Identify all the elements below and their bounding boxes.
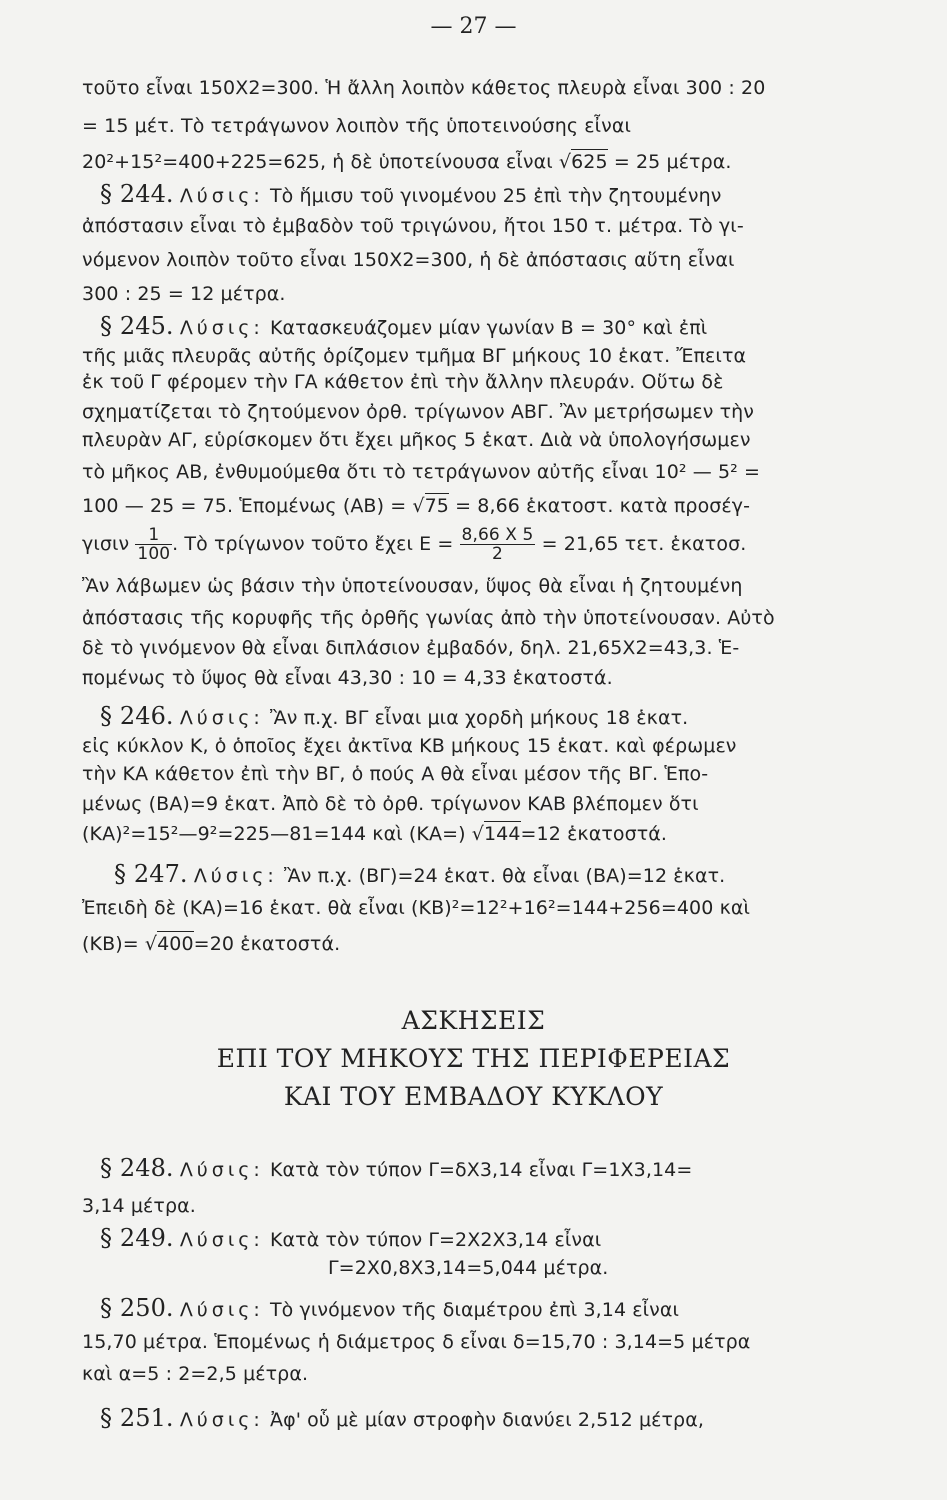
- text-line: [82, 524, 746, 564]
- text-line: τῆς μιᾶς πλευρᾶς αὐτῆς ὁρίζομεν τμῆμα ΒΓ μήκους 10 ἑκατ. Ἔπειτα: [82, 345, 747, 367]
- section-number: § 247.: [114, 860, 188, 888]
- text-segment: = 21,65 τετ. ἑκατοσ.: [541, 533, 747, 555]
- text-line: τοῦτο εἶναι 150Χ2=300. Ἡ ἄλλη λοιπὸν κάθετος πλευρὰ εἶναι 300 : 20: [82, 77, 766, 99]
- text-segment: Ἀφ' οὗ μὲ μίαν στροφὴν διανύει 2,512 μέτρα,: [269, 1409, 704, 1431]
- lusis-label: Λύσις:: [179, 1409, 264, 1431]
- radicand: 625: [571, 151, 608, 173]
- text-segment: = 25 μέτρα.: [613, 151, 732, 173]
- lusis-label: Λύσις:: [179, 1299, 264, 1321]
- text-line: [82, 822, 667, 846]
- section-249-line: [100, 1226, 601, 1252]
- text-segment: =12 ἑκατοστά.: [520, 823, 668, 845]
- section-248-line: [100, 1156, 692, 1182]
- text-line: Ἐπειδὴ δὲ (ΚΑ)=16 ἑκατ. θὰ εἶναι (ΚΒ)²=12²+16²=144+256=400 καὶ: [82, 897, 751, 919]
- section-250-line: [100, 1296, 679, 1322]
- text-line: νόμενον λοιπὸν τοῦτο εἶναι 150Χ2=300, ἡ δὲ ἀπόστασις αὕτη εἶναι: [82, 249, 735, 271]
- text-segment: Τὸ ἥμισυ τοῦ γινομένου 25 ἐπὶ τὴν ζητουμένην: [269, 185, 722, 207]
- fraction-denominator: 2: [492, 544, 503, 564]
- fraction-numerator: 1: [135, 526, 172, 545]
- text-line: μένως (ΒΑ)=9 ἑκατ. Ἀπὸ δὲ τὸ ὀρθ. τρίγωνον ΚΑΒ βλέπομεν ὅτι: [82, 793, 699, 815]
- fraction: [460, 526, 536, 563]
- lusis-label: Λύσις:: [179, 317, 264, 339]
- text-segment: (ΚΒ)= √: [82, 933, 158, 955]
- text-line: σχηματίζεται τὸ ζητούμενον ὀρθ. τρίγωνον ΑΒΓ. Ἂν μετρήσωμεν τὴν: [82, 401, 755, 423]
- text-line: 300 : 25 = 12 μέτρα.: [82, 283, 286, 305]
- text-line: τὴν ΚΑ κάθετον ἐπὶ τὴν ΒΓ, ὁ πούς Α θὰ εἶναι μέσον τῆς ΒΓ. Ἑπο-: [82, 763, 709, 785]
- text-line: [82, 150, 732, 174]
- lusis-label: Λύσις:: [193, 865, 278, 887]
- text-segment: =20 ἑκατοστά.: [193, 933, 341, 955]
- text-segment: γισιν: [82, 533, 130, 555]
- fraction: [135, 526, 172, 563]
- heading-line-3: ΚΑΙ ΤΟΥ ΕΜΒΑΔΟΥ ΚΥΚΛΟΥ: [283, 1082, 664, 1111]
- lusis-label: Λύσις:: [179, 707, 264, 729]
- text-line: καὶ α=5 : 2=2,5 μέτρα.: [82, 1363, 309, 1385]
- section-number: § 246.: [100, 702, 174, 730]
- section-247-line: [114, 862, 725, 888]
- text-segment: = 8,66 ἑκατοστ. κατὰ προσέγ-: [455, 495, 751, 517]
- section-number: § 244.: [100, 180, 174, 208]
- lusis-label: Λύσις:: [179, 1229, 264, 1251]
- text-line: Γ=2Χ0,8Χ3,14=5,044 μέτρα.: [328, 1257, 609, 1279]
- text-line: πλευρὰν ΑΓ, εὑρίσκομεν ὅτι ἔχει μῆκος 5 ἑκατ. Διὰ νὰ ὑπολογήσωμεν: [82, 429, 751, 451]
- lusis-label: Λύσις:: [179, 1159, 264, 1181]
- radicand: 144: [483, 823, 521, 845]
- text-line: δὲ τὸ γινόμενον θὰ εἶναι διπλάσιον ἐμβαδόν, δηλ. 21,65Χ2=43,3. Ἑ-: [82, 637, 740, 659]
- text-segment: 20²+15²=400+225=625, ἡ δὲ ὑποτείνουσα εἶναι √: [82, 151, 572, 173]
- radicand: 400: [157, 933, 194, 955]
- text-segment: Κατὰ τὸν τύπον Γ=2Χ2Χ3,14 εἶναι: [269, 1229, 602, 1251]
- section-245-line: [100, 314, 707, 340]
- text-line: εἰς κύκλον Κ, ὁ ὁποῖος ἔχει ἀκτῖνα ΚΒ μήκους 15 ἑκατ. καὶ φέρωμεν: [82, 735, 737, 757]
- text-line: 15,70 μέτρα. Ἑπομένως ἡ διάμετρος δ εἶναι δ=15,70 : 3,14=5 μέτρα: [82, 1331, 751, 1353]
- fraction-denominator: 100: [137, 544, 171, 564]
- text-segment: . Τὸ τρίγωνον τοῦτο ἔχει Ε =: [172, 533, 454, 555]
- text-segment: Κατὰ τὸν τύπον Γ=δΧ3,14 εἶναι Γ=1Χ3,14=: [269, 1159, 693, 1181]
- section-251-line: [100, 1406, 704, 1432]
- fraction-numerator: 8,66 Χ 5: [461, 525, 534, 545]
- text-segment: Ἂν π.χ. (ΒΓ)=24 ἑκατ. θὰ εἶναι (ΒΑ)=12 ἑκατ.: [283, 865, 726, 887]
- text-segment: 100 — 25 = 75. Ἑπομένως (ΑΒ) = √: [82, 495, 425, 517]
- text-line: = 15 μέτ. Τὸ τετράγωνον λοιπὸν τῆς ὑποτεινούσης εἶναι: [82, 115, 632, 137]
- section-number: § 249.: [100, 1224, 174, 1252]
- text-line: Ἂν λάβωμεν ὡς βάσιν τὴν ὑποτείνουσαν, ὕψος θὰ εἶναι ἡ ζητουμένη: [82, 575, 743, 597]
- section-number: § 250.: [100, 1294, 174, 1322]
- section-246-line: [100, 704, 688, 730]
- radicand: 75: [424, 495, 449, 517]
- section-number: § 251.: [100, 1404, 174, 1432]
- text-line: πομένως τὸ ὕψος θὰ εἶναι 43,30 : 10 = 4,33 ἑκατοστά.: [82, 667, 613, 689]
- section-number: § 245.: [100, 312, 174, 340]
- text-line: τὸ μῆκος ΑΒ, ἐνθυμούμεθα ὅτι τὸ τετράγωνον αὐτῆς εἶναι 10² — 5² =: [82, 461, 761, 483]
- text-line: [82, 494, 750, 518]
- text-segment: Ἂν π.χ. ΒΓ εἶναι μια χορδὴ μήκους 18 ἑκατ.: [269, 707, 689, 729]
- heading-line-1: ΑΣΚΗΣΕΙΣ: [401, 1006, 546, 1035]
- section-number: § 248.: [100, 1154, 174, 1182]
- text-segment: (ΚΑ)²=15²—9²=225—81=144 καὶ (ΚΑ=) √: [82, 823, 484, 845]
- heading-line-2: ΕΠΙ ΤΟΥ ΜΗΚΟΥΣ ΤΗΣ ΠΕΡΙΦΕΡΕΙΑΣ: [216, 1044, 731, 1073]
- section-244-line: [100, 182, 722, 208]
- page-number: — 27 —: [430, 14, 517, 39]
- text-line: ἀπόστασις τῆς κορυφῆς τῆς ὀρθῆς γωνίας ἀπὸ τὴν ὑποτείνουσαν. Αὐτὸ: [82, 607, 775, 629]
- lusis-label: Λύσις:: [179, 185, 264, 207]
- text-line: 3,14 μέτρα.: [82, 1195, 196, 1217]
- text-line: [82, 932, 340, 956]
- text-line: ἐκ τοῦ Γ φέρομεν τὴν ΓΑ κάθετον ἐπὶ τὴν ἄλλην πλευράν. Οὕτω δὲ: [82, 371, 724, 393]
- text-segment: Κατασκευάζομεν μίαν γωνίαν Β = 30° καὶ ἐπὶ: [269, 317, 708, 339]
- text-segment: Τὸ γινόμενον τῆς διαμέτρου ἐπὶ 3,14 εἶναι: [269, 1299, 680, 1321]
- text-line: ἀπόστασιν εἶναι τὸ ἐμβαδὸν τοῦ τριγώνου, ἤτοι 150 τ. μέτρα. Τὸ γι-: [82, 215, 744, 237]
